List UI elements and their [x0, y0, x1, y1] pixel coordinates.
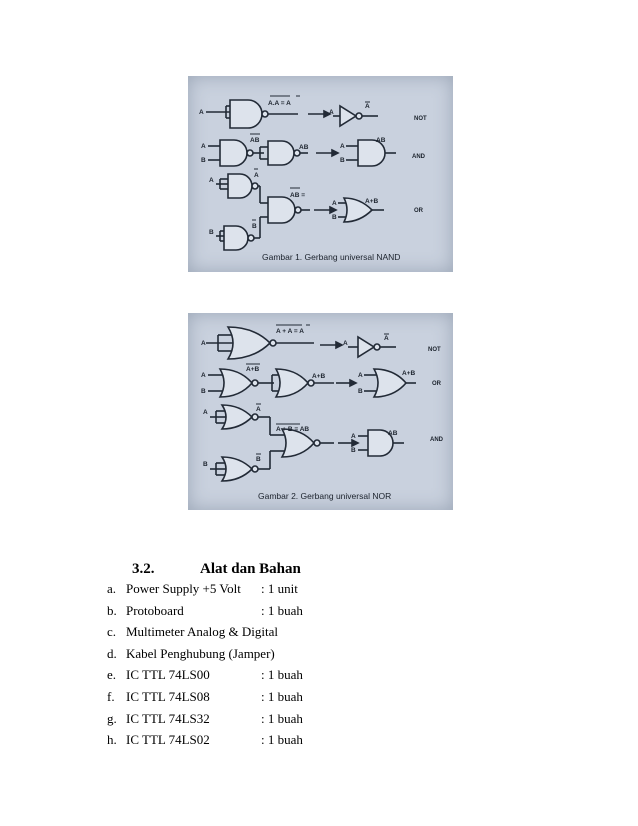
- nand-and-equivalent-input-a: A: [340, 143, 345, 150]
- section-title: Alat dan Bahan: [200, 561, 301, 577]
- item-name: Power Supply +5 Volt: [126, 581, 241, 596]
- nor-and-input-b: B: [203, 461, 208, 468]
- nor-and-equivalent-input-a: A: [351, 433, 356, 440]
- item-name: Protoboard: [126, 602, 184, 618]
- item-quantity: : 1 buah: [261, 667, 303, 683]
- nor-and-input-a: A: [203, 409, 208, 416]
- nor-or-input-b: B: [201, 388, 206, 395]
- list-marker: d.: [107, 645, 117, 661]
- nor-or-equivalent-input-a: A: [358, 372, 363, 379]
- nand-row-or-label: OR: [414, 208, 423, 214]
- nor-and-equivalent-input-b: B: [351, 447, 356, 454]
- nor-row-not-label: NOT: [428, 347, 441, 353]
- nor-not-output: A: [384, 335, 389, 342]
- nor-not-expression: A + A = A: [276, 328, 304, 335]
- nor-and-equivalent-output: AB: [388, 430, 398, 437]
- item-name: Kabel Penghubung (Jamper): [126, 645, 275, 661]
- item-name: IC TTL 74LS32: [126, 710, 210, 726]
- nand-not-expression: A.A = A: [268, 100, 291, 107]
- section-number: 3.2.: [132, 561, 155, 577]
- nand-figure-caption: Gambar 1. Gerbang universal NAND: [262, 252, 401, 262]
- item-name: IC TTL 74LS02: [126, 732, 210, 748]
- item-quantity: : 1 buah: [261, 732, 303, 748]
- nor-or-equivalent-output: A+B: [402, 370, 416, 377]
- nor-or-equivalent-input-b: B: [358, 388, 363, 395]
- nand-and-mid-expression: AB: [250, 137, 260, 144]
- nand-not-equivalent-input: A: [329, 109, 334, 116]
- item-quantity: : 1 unit: [261, 581, 298, 596]
- nand-row-not-label: NOT: [414, 116, 427, 122]
- nand-not-input-a: A: [199, 109, 204, 116]
- nand-diagram: [188, 76, 453, 272]
- nand-or-equivalent-output: A+B: [365, 198, 379, 205]
- item-name: IC TTL 74LS00: [126, 667, 210, 683]
- nor-and-mid-expression: A + B = AB: [276, 426, 310, 433]
- nand-or-equivalent-input-b: B: [332, 214, 337, 221]
- nand-universal-figure: [188, 76, 453, 272]
- nor-or-input-a: A: [201, 372, 206, 379]
- list-marker: a.: [107, 581, 117, 596]
- nor-or-mid-expression: A+B: [246, 366, 260, 373]
- nand-or-input-b: B: [209, 229, 214, 236]
- nand-row-and-label: AND: [412, 154, 425, 160]
- nand-and-input-b: B: [201, 157, 206, 164]
- item-quantity: : 1 buah: [261, 602, 303, 618]
- nand-or-mid-expression: AB =: [290, 192, 305, 199]
- nor-figure-caption: Gambar 2. Gerbang universal NOR: [258, 491, 392, 501]
- list-marker: b.: [107, 602, 117, 618]
- item-quantity: : 1 buah: [261, 710, 303, 726]
- nand-or-top-expression: A: [254, 172, 259, 179]
- nor-diagram: [188, 313, 453, 510]
- nand-and-input-a: A: [201, 143, 206, 150]
- nand-or-input-a: A: [209, 177, 214, 184]
- nor-not-input-a: A: [201, 340, 206, 347]
- nand-and-output-expression: AB: [299, 144, 309, 151]
- list-marker: h.: [107, 732, 117, 748]
- nor-row-and-label: AND: [430, 437, 443, 443]
- item-name: IC TTL 74LS08: [126, 688, 210, 704]
- nand-and-equivalent-output: AB: [376, 137, 386, 144]
- item-name: Multimeter Analog & Digital: [126, 624, 279, 640]
- nor-row-or-label: OR: [432, 381, 441, 387]
- nor-universal-figure: [188, 313, 453, 510]
- list-marker: c.: [107, 624, 117, 640]
- list-marker: g.: [107, 710, 117, 726]
- list-marker: f.: [107, 688, 115, 704]
- item-quantity: : 1 buah: [261, 688, 303, 704]
- list-marker: e.: [107, 667, 117, 683]
- nand-and-equivalent-input-b: B: [340, 157, 345, 164]
- nand-or-bottom-expression: B: [252, 223, 257, 230]
- section-heading: [132, 561, 301, 578]
- nor-and-top-expression: A: [256, 406, 261, 413]
- nor-and-bottom-expression: B: [256, 456, 261, 463]
- nand-or-equivalent-input-a: A: [332, 200, 337, 207]
- nand-not-output: A: [365, 103, 370, 110]
- nor-not-equivalent-input: A: [343, 340, 348, 347]
- nor-or-output-expression: A+B: [312, 373, 326, 380]
